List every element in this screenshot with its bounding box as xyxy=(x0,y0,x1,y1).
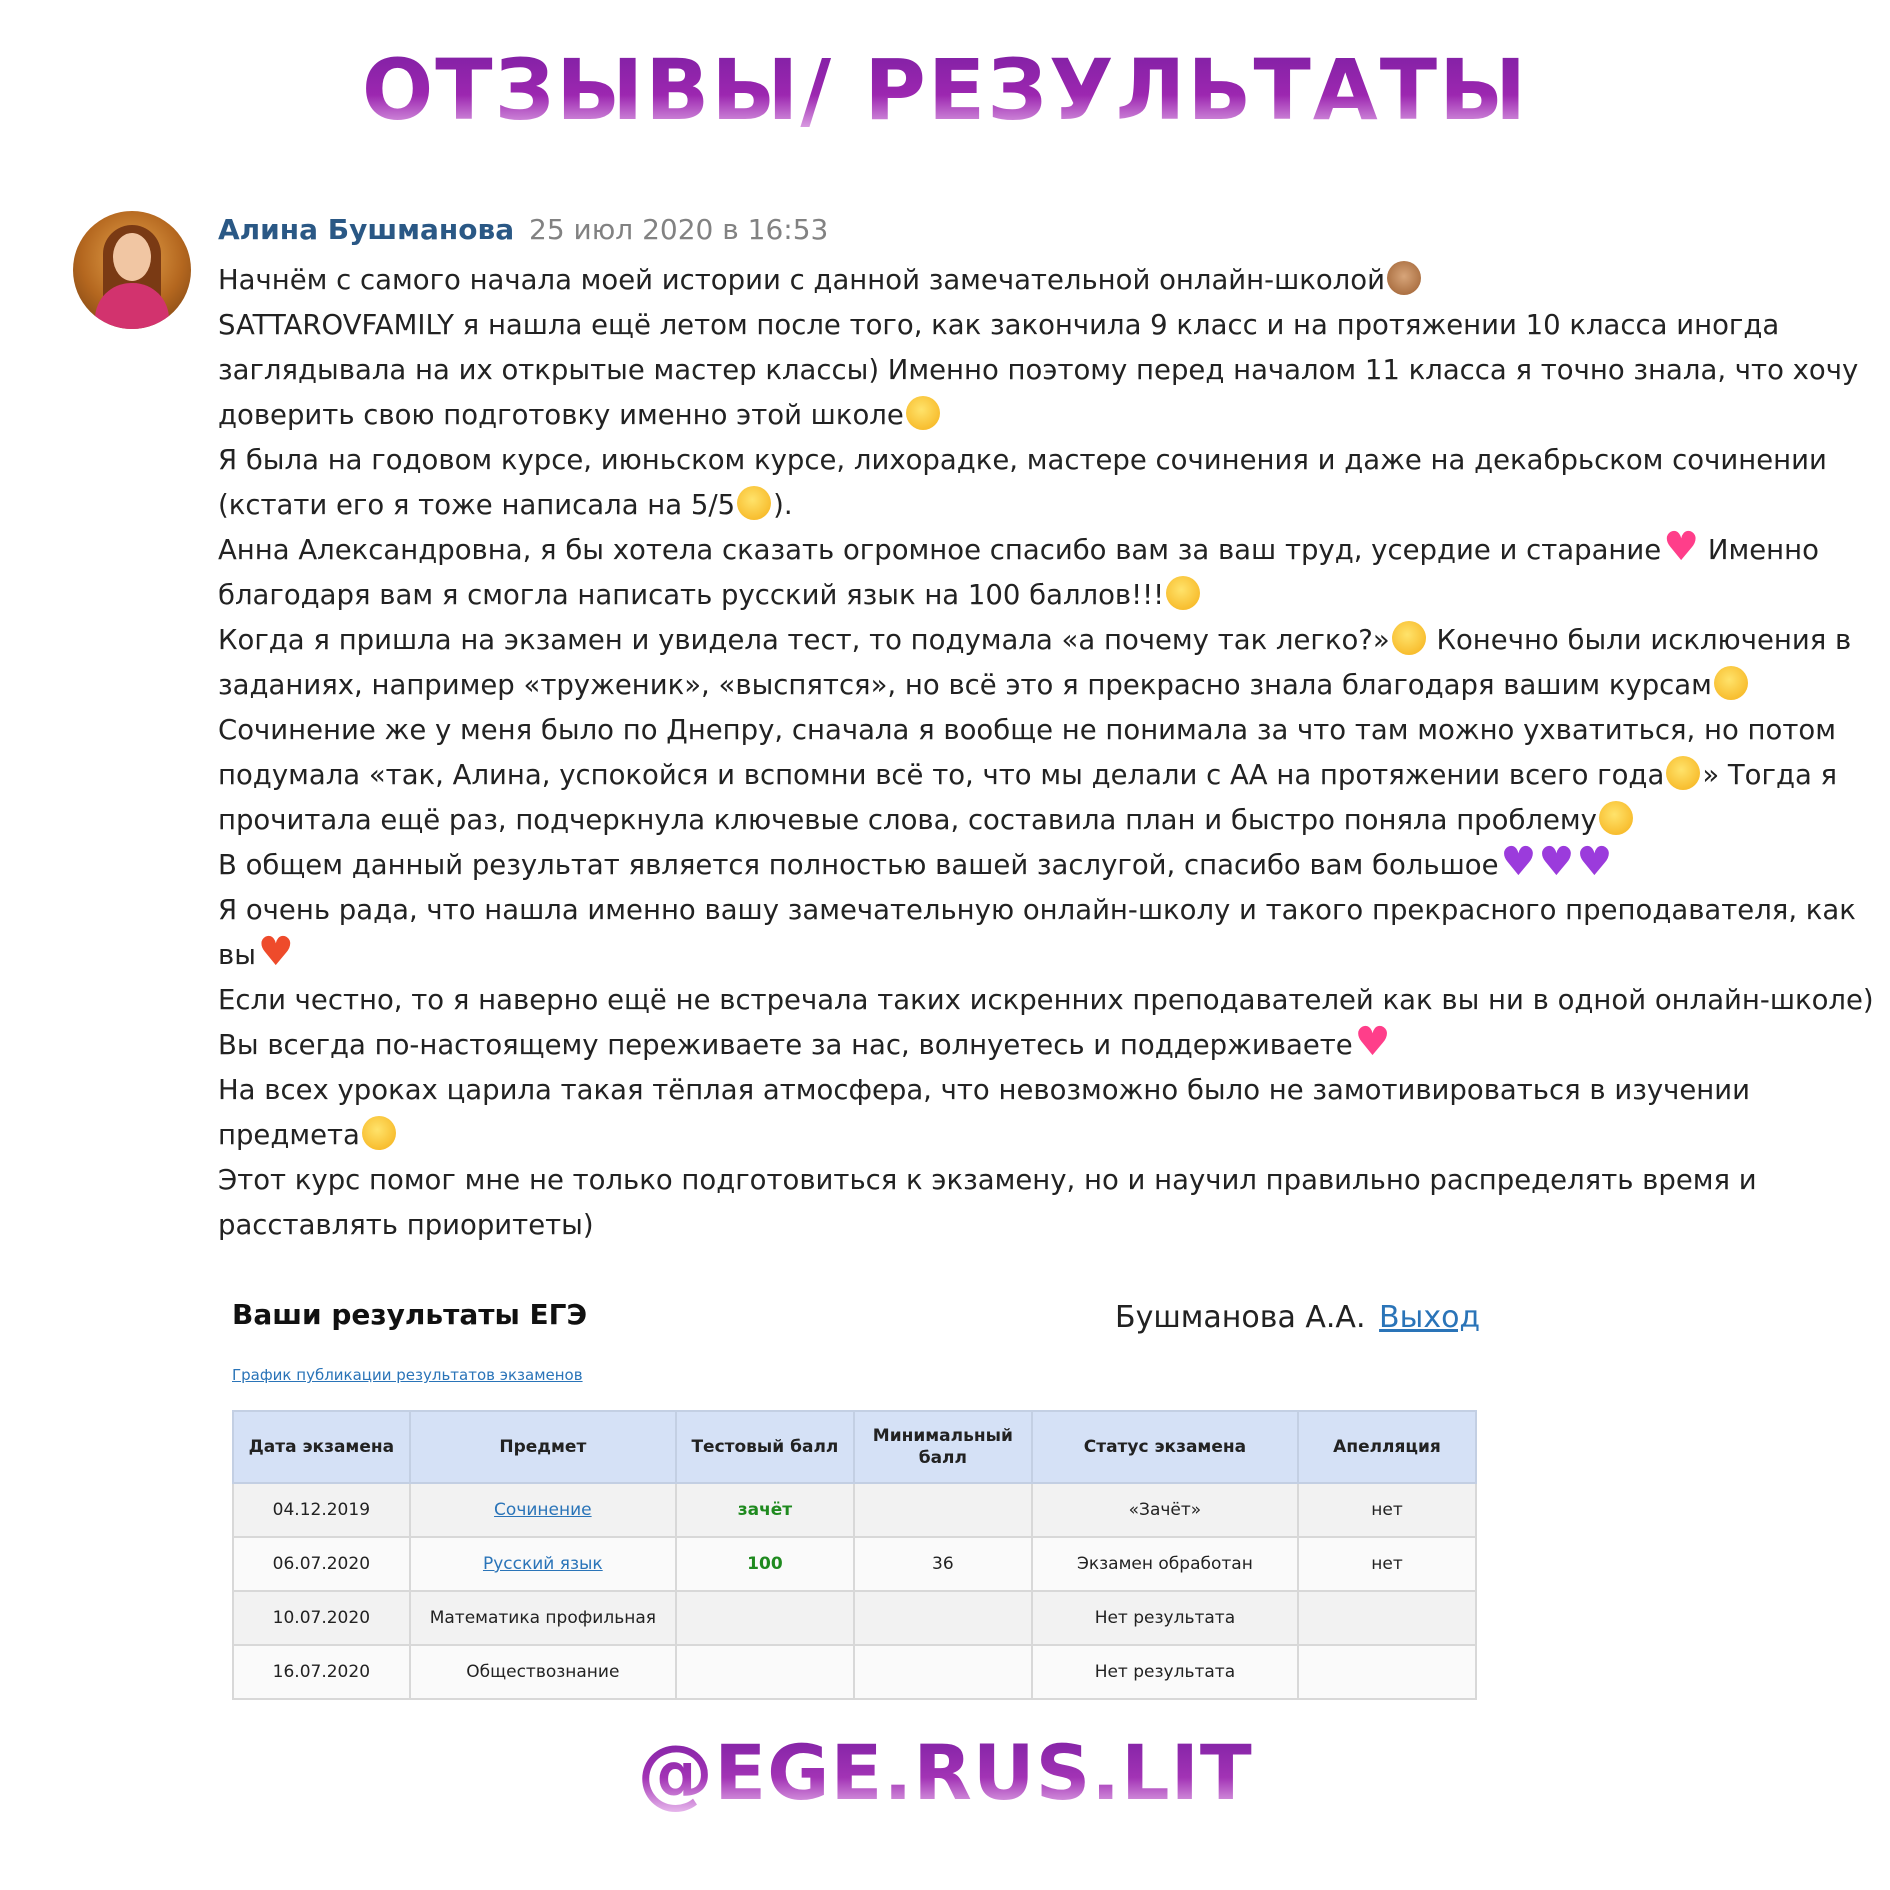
post-line: Я была на годовом курсе, июньском курсе, лихорадке, мастере сочинения и даже на декабрьском сочинении xyxy=(218,444,1827,476)
post-line: подумала «так, Алина, успокойся и вспомни всё то, что мы делали с АА на протяжении всего года » Тогда я xyxy=(218,753,1858,798)
post-line: Если честно, то я наверно ещё не встречала таких искренних преподавателей как вы ни в одной онлайн-школе) xyxy=(218,984,1874,1016)
schedule-link[interactable]: График публикации результатов экзаменов xyxy=(232,1366,583,1384)
relieved-face-icon xyxy=(1666,756,1700,790)
post-line: доверить свою подготовку именно этой школе xyxy=(218,393,1858,438)
heart-eyes-face-icon xyxy=(1599,801,1633,835)
post-line: В общем данный результат является полностью вашей заслугой, спасибо вам большое♥♥♥ xyxy=(218,843,1858,888)
post-line: расставлять приоритеты) xyxy=(218,1209,594,1241)
column-header-status: Статус экзамена xyxy=(1032,1411,1298,1483)
post-line: Когда я пришла на экзамен и увидела тест, то подумала «а почему так легко?» Конечно были исключения в xyxy=(218,618,1858,663)
cell-subject xyxy=(410,1483,676,1537)
column-header-appeal: Апелляция xyxy=(1298,1411,1476,1483)
ege-user-info xyxy=(1115,1300,1480,1335)
table-row xyxy=(233,1591,1476,1645)
post-body xyxy=(218,258,1874,1248)
cell-date: 10.07.2020 xyxy=(233,1591,410,1645)
cell-min-score xyxy=(854,1591,1032,1645)
subject-link[interactable]: Русский язык xyxy=(482,1554,603,1574)
cell-test-score xyxy=(676,1645,854,1699)
ege-results-table xyxy=(232,1410,1477,1700)
post-date[interactable]: 25 июл 2020 в 16:53 xyxy=(529,213,829,246)
cell-min-score xyxy=(854,1483,1032,1537)
post-line: вы♥ xyxy=(218,933,1858,978)
post-line: благодаря вам я смогла написать русский язык на 100 баллов!!! xyxy=(218,573,1858,618)
table-row xyxy=(233,1483,1476,1537)
cell-subject: Математика профильная xyxy=(410,1591,676,1645)
cell-test-score: зачёт xyxy=(676,1483,854,1537)
table-row xyxy=(233,1537,1476,1591)
post-line: Начнём с самого начала моей истории с данной замечательной онлайн-школой xyxy=(218,258,1858,303)
cell-subject xyxy=(410,1537,676,1591)
cell-status: «Зачёт» xyxy=(1032,1483,1298,1537)
purple-heart-icon xyxy=(1539,846,1573,880)
post-line: Этот курс помог мне не только подготовиться к экзамену, но и научил правильно распределять время и xyxy=(218,1164,1757,1196)
smiling-face-with-halo-icon xyxy=(737,486,771,520)
post-line: прочитала ещё раз, подчеркнула ключевые слова, составила план и быстро поняла проблему xyxy=(218,798,1858,843)
post-line: Я очень рада, что нашла именно вашу замечательную онлайн-школу и такого прекрасного преподавателя, как xyxy=(218,894,1856,926)
cell-appeal xyxy=(1298,1645,1476,1699)
subject-link[interactable]: Сочинение xyxy=(494,1500,592,1520)
cell-date: 16.07.2020 xyxy=(233,1645,410,1699)
post-header xyxy=(218,210,828,250)
grinning-face-with-sweat-icon xyxy=(1392,621,1426,655)
red-heart-icon xyxy=(258,936,292,970)
post-line: Анна Александровна, я бы хотела сказать огромное спасибо вам за ваш труд, усердие и старание♥ Именно xyxy=(218,528,1858,573)
cell-min-score xyxy=(854,1645,1032,1699)
avatar-face xyxy=(113,233,151,281)
cell-appeal: нет xyxy=(1298,1483,1476,1537)
post-line: Сочинение же у меня было по Днепру, сначала я вообще не понимала за что там можно ухватиться, но потом xyxy=(218,714,1836,746)
post-line: (кстати его я тоже написала на 5/5 ). xyxy=(218,483,1858,528)
cell-appeal: нет xyxy=(1298,1537,1476,1591)
column-header-date: Дата экзамена xyxy=(233,1411,410,1483)
partying-face-icon xyxy=(1166,576,1200,610)
column-header-subject: Предмет xyxy=(410,1411,676,1483)
table-row xyxy=(233,1645,1476,1699)
two-hearts-icon xyxy=(1663,531,1697,565)
avatar[interactable] xyxy=(73,211,191,329)
cell-status: Нет результата xyxy=(1032,1591,1298,1645)
post-line: предмета xyxy=(218,1113,1858,1158)
cell-test-score: 100 xyxy=(676,1537,854,1591)
cell-date: 06.07.2020 xyxy=(233,1537,410,1591)
logout-link[interactable]: Выход xyxy=(1379,1300,1481,1335)
post-line: SATTAROVFAMILY я нашла ещё летом после того, как закончила 9 класс и на протяжении 10 класса иногда xyxy=(218,309,1780,341)
post-line: заглядывала на их открытые мастер классы) Именно поэтому перед началом 11 класса я точно знала, что хочу xyxy=(218,354,1859,386)
cell-test-score xyxy=(676,1591,854,1645)
ege-results-title: Ваши результаты ЕГЭ xyxy=(232,1298,588,1331)
column-header-min-score: Минимальный балл xyxy=(854,1411,1032,1483)
table-header-row xyxy=(233,1411,1476,1483)
purple-heart-icon xyxy=(1501,846,1535,880)
cell-status: Экзамен обработан xyxy=(1032,1537,1298,1591)
see-no-evil-monkey-icon xyxy=(1387,261,1421,295)
footer-handle[interactable]: @EGE.RUS.LIT xyxy=(0,1728,1890,1818)
post-author[interactable]: Алина Бушманова xyxy=(218,213,515,246)
post-line: заданиях, например «труженик», «выспятся», но всё это я прекрасно знала благодаря вашим курсам xyxy=(218,663,1858,708)
cell-date: 04.12.2019 xyxy=(233,1483,410,1537)
cell-appeal xyxy=(1298,1591,1476,1645)
post-line: Вы всегда по-настоящему переживаете за нас, волнуетесь и поддерживаете♥ xyxy=(218,1023,1858,1068)
cell-min-score: 36 xyxy=(854,1537,1032,1591)
cell-subject: Обществознание xyxy=(410,1645,676,1699)
smiling-face-with-halo-icon xyxy=(906,396,940,430)
relieved-face-icon xyxy=(1714,666,1748,700)
post-line: На всех уроках царила такая тёплая атмосфера, что невозможно было не замотивироваться в изучении xyxy=(218,1074,1750,1106)
column-header-test-score: Тестовый балл xyxy=(676,1411,854,1483)
ege-results-card xyxy=(190,1270,1490,1720)
purple-heart-icon xyxy=(1577,846,1611,880)
heart-with-ribbon-icon xyxy=(1355,1026,1389,1060)
cell-status: Нет результата xyxy=(1032,1645,1298,1699)
relieved-face-icon xyxy=(362,1116,396,1150)
ege-user-name: Бушманова А.А. xyxy=(1115,1300,1366,1335)
page-headline: ОТЗЫВЫ/ РЕЗУЛЬТАТЫ xyxy=(0,40,1890,140)
